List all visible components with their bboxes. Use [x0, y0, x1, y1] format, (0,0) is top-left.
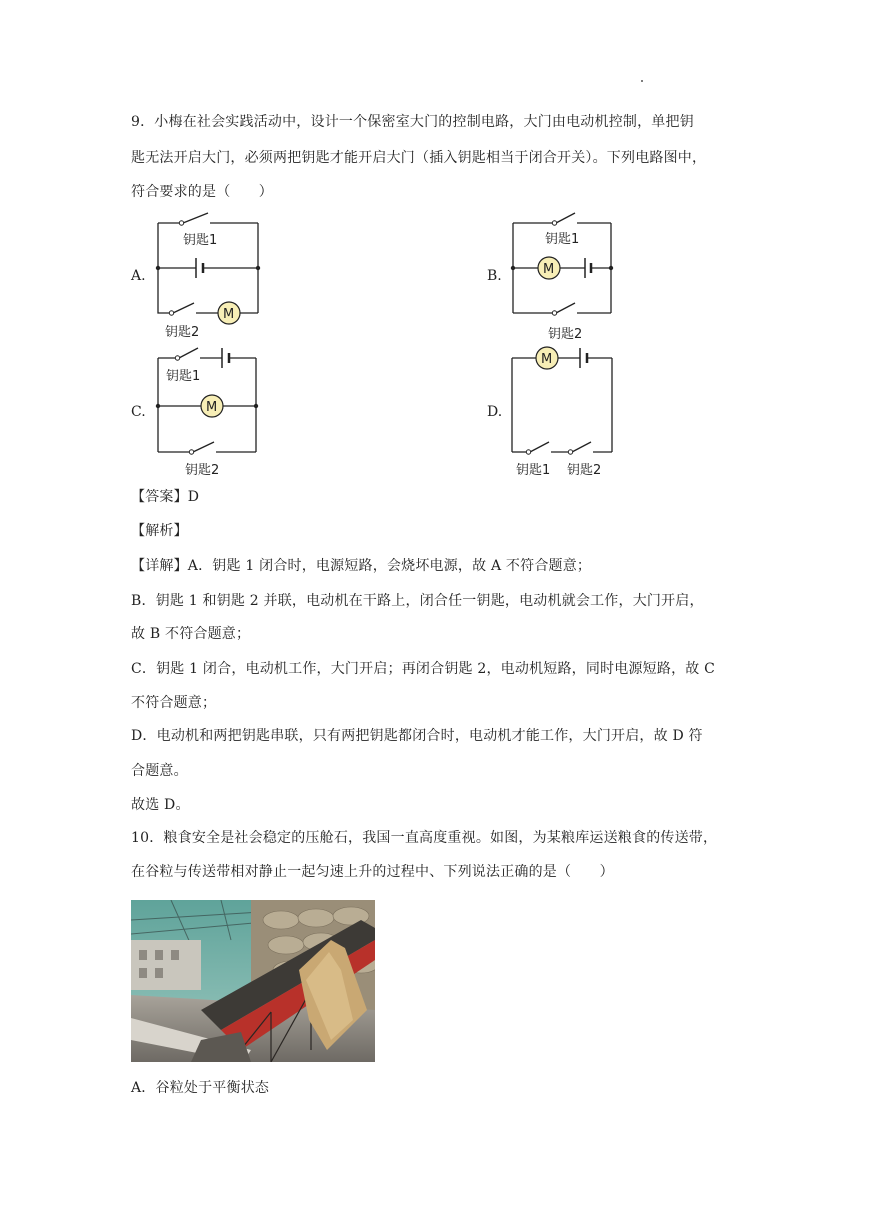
q9-stem-line1: 9．小梅在社会实践活动中，设计一个保密室大门的控制电路，大门由电动机控制，单把钥	[131, 114, 694, 130]
analysis-title: 【解析】	[131, 523, 188, 539]
circuit-c-diagram	[150, 340, 270, 480]
q10-option-a: A．谷粒处于平衡状态	[131, 1080, 270, 1096]
circuit-a-diagram	[150, 205, 270, 340]
circuit-b-key2: 钥匙2	[548, 327, 583, 342]
explain-line-1: 【详解】A．钥匙 1 闭合时，电源短路，会烧坏电源，故 A 不符合题意；	[131, 558, 592, 574]
explain-line-4: C．钥匙 1 闭合，电动机工作，大门开启；再闭合钥匙 2，电动机短路，同时电源短路，故 C	[131, 661, 716, 677]
motor-d-label: M	[541, 352, 553, 367]
option-d-label: D.	[487, 404, 503, 420]
explain-line-3: 故 B 不符合题意；	[131, 626, 251, 642]
q9-stem-line2: 匙无法开启大门，必须两把钥匙才能开启大门（插入钥匙相当于闭合开关）。下列电路图中，	[131, 150, 707, 166]
circuit-a-key2: 钥匙2	[165, 325, 200, 340]
explain-line-7: 合题意。	[131, 763, 188, 779]
page-dot	[641, 80, 643, 82]
circuit-d-key2: 钥匙2	[567, 463, 602, 478]
circuit-a-key1: 钥匙1	[183, 233, 218, 248]
option-b-label: B.	[487, 268, 502, 284]
option-c-label: C.	[131, 404, 146, 420]
circuit-b-key1: 钥匙1	[545, 232, 580, 247]
q10-stem-line1: 10．粮食安全是社会稳定的压舱石，我国一直高度重视。如图，为某粮库运送粮食的传送带，	[131, 830, 718, 846]
option-a-label: A.	[131, 268, 146, 284]
circuit-d-key1: 钥匙1	[516, 463, 551, 478]
explain-line-6: D．电动机和两把钥匙串联，只有两把钥匙都闭合时，电动机才能工作，大门开启，故 D 符	[131, 728, 703, 744]
circuit-d-diagram	[505, 340, 630, 480]
explain-line-2: B．钥匙 1 和钥匙 2 并联，电动机在干路上，闭合任一钥匙，电动机就会工作，大门开启，	[131, 593, 704, 609]
circuit-c-key2: 钥匙2	[185, 463, 220, 478]
q10-stem-line2: 在谷粒与传送带相对静止一起匀速上升的过程中、下列说法正确的是（ ）	[131, 864, 614, 880]
motor-b-label: M	[543, 262, 555, 277]
motor-c-label: M	[206, 400, 218, 415]
explain-line-5: 不符合题意；	[131, 695, 217, 711]
motor-a-label: M	[223, 307, 235, 322]
answer-line: 【答案】D	[131, 489, 200, 505]
circuit-b-diagram	[505, 205, 625, 345]
q9-stem-line3: 符合要求的是（ ）	[131, 184, 273, 200]
grain-conveyor-photo	[131, 900, 375, 1062]
circuit-c-key1: 钥匙1	[166, 369, 201, 384]
explain-line-8: 故选 D。	[131, 797, 190, 813]
